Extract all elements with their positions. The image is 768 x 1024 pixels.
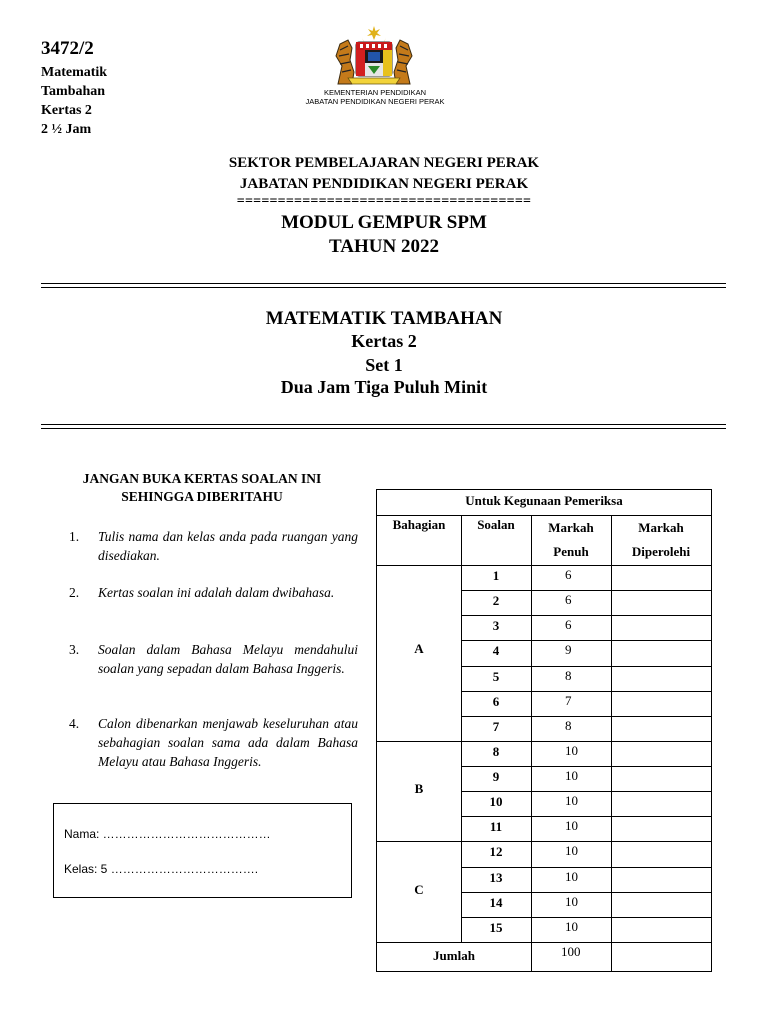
table-title: Untuk Kegunaan Pemeriksa: [465, 493, 623, 508]
subject-title: MATEMATIK TAMBAHAN: [265, 308, 503, 329]
question-number: 11: [489, 819, 503, 835]
sektor-heading: SEKTOR PEMBELAJARAN NEGERI PERAK: [228, 155, 540, 171]
obtained-marks-cell[interactable]: [612, 842, 710, 866]
question-number: 2: [492, 593, 500, 609]
instruction-item: [69, 640, 359, 698]
name-field[interactable]: Nama: ……………………………………: [64, 827, 271, 841]
instruction-item: [69, 583, 359, 623]
meta-line: Matematik: [41, 65, 108, 80]
question-number: 10: [489, 794, 503, 810]
full-marks: 8: [565, 717, 572, 733]
year-title: TAHUN 2022: [329, 236, 439, 257]
instruction-text: Kertas soalan ini adalah dalam dwibahasa.: [98, 585, 335, 600]
question-number: 9: [492, 769, 500, 785]
total-label: Jumlah: [433, 948, 475, 963]
full-marks: 6: [565, 567, 572, 582]
full-marks: 10: [565, 793, 578, 809]
ministry-line: JABATAN PENDIDIKAN NEGERI PERAK: [305, 97, 445, 106]
obtained-marks-cell[interactable]: [612, 591, 710, 615]
double-rule: [41, 424, 726, 429]
double-rule: [41, 283, 726, 288]
full-marks: 7: [565, 692, 572, 708]
header-bahagian: Bahagian: [392, 517, 446, 532]
obtained-marks-cell[interactable]: [612, 868, 710, 892]
obtained-marks-cell[interactable]: [612, 817, 710, 841]
section-label-a: A: [414, 641, 424, 656]
full-marks: 8: [565, 667, 572, 683]
full-marks: 6: [565, 592, 572, 608]
question-number: 12: [489, 844, 503, 860]
obtained-marks-cell[interactable]: [612, 767, 710, 791]
instruction-text: Soalan dalam Bahasa Melayu mendahului soalan yang sepadan dalam Bahasa Inggeris.: [98, 642, 358, 676]
full-marks: 10: [565, 893, 578, 909]
full-marks: 10: [565, 768, 578, 784]
jabatan-heading: JABATAN PENDIDIKAN NEGERI PERAK: [239, 176, 529, 192]
obtained-marks-cell[interactable]: [612, 616, 710, 640]
header-markah-diperolehi: [611, 516, 711, 564]
class-field[interactable]: Kelas: 5 ……………………………….: [64, 862, 259, 876]
section-label-c: C: [414, 882, 424, 897]
meta-line: 2 ½ Jam: [41, 122, 92, 137]
paper-code: 3472/2: [41, 38, 94, 59]
section-label-b: B: [414, 781, 424, 796]
paper-number: Kertas 2: [351, 331, 417, 351]
full-marks: 10: [565, 818, 578, 834]
obtained-marks-cell[interactable]: [612, 918, 710, 942]
obtained-marks-cell[interactable]: [612, 667, 710, 691]
obtained-marks-cell[interactable]: [612, 717, 710, 741]
instruction-text: Tulis nama dan kelas anda pada ruangan yang disediakan.: [98, 529, 358, 563]
question-number: 3: [492, 618, 500, 634]
meta-line: Kertas 2: [41, 103, 92, 118]
header-text: Markah: [548, 520, 594, 535]
examiner-table: [376, 489, 712, 972]
obtained-marks-cell[interactable]: [612, 641, 710, 665]
paper-meta: [41, 63, 107, 139]
question-number: 8: [492, 743, 500, 759]
set-number: Set 1: [365, 355, 403, 375]
question-number: 14: [489, 894, 503, 910]
instruction-number: 3.: [69, 642, 80, 657]
warning-line: SEHINGGA DIBERITAHU: [121, 489, 283, 504]
module-title: MODUL GEMPUR SPM: [281, 212, 487, 233]
question-number: 7: [492, 718, 500, 734]
obtained-marks-cell[interactable]: [612, 792, 710, 816]
question-number: 15: [489, 919, 503, 935]
instruction-item: [69, 527, 359, 567]
ministry-line: KEMENTERIAN PENDIDIKAN: [323, 88, 427, 97]
separator-line: ====================================: [236, 194, 532, 209]
header-text: Diperolehi: [631, 544, 691, 559]
full-marks: 10: [565, 742, 578, 758]
full-marks: 9: [565, 642, 572, 658]
meta-line: Tambahan: [41, 84, 106, 99]
header-soalan: Soalan: [477, 517, 515, 532]
total-value: 100: [561, 944, 581, 959]
instruction-text: Calon dibenarkan menjawab keseluruhan atau sebahagian soalan sama ada dalam Bahasa Melayu atau Bahasa Inggeris.: [98, 716, 358, 769]
instruction-number: 2.: [69, 585, 80, 600]
ministry-caption: [282, 88, 468, 106]
question-number: 5: [492, 668, 500, 684]
obtained-marks-cell[interactable]: [612, 893, 710, 917]
question-number: 6: [492, 693, 500, 709]
full-marks: 10: [565, 918, 578, 934]
instruction-number: 1.: [69, 529, 80, 544]
question-number: 4: [492, 643, 500, 659]
full-marks: 10: [565, 868, 578, 884]
obtained-marks-cell[interactable]: [612, 742, 710, 766]
obtained-marks-cell[interactable]: [612, 566, 710, 590]
student-info-box: [53, 803, 352, 898]
column-divider: [531, 515, 532, 971]
full-marks: 10: [565, 843, 578, 859]
question-number: 1: [492, 568, 500, 583]
obtained-marks-cell[interactable]: [612, 692, 710, 716]
header-text: Penuh: [553, 544, 589, 559]
question-number: 13: [489, 869, 503, 885]
row-divider: [377, 942, 711, 943]
full-marks: 6: [565, 617, 572, 633]
duration-text: Dua Jam Tiga Puluh Minit: [280, 377, 488, 397]
warning-line: JANGAN BUKA KERTAS SOALAN INI: [82, 471, 322, 486]
instruction-number: 4.: [69, 716, 80, 731]
instruction-item: [69, 714, 359, 772]
coat-of-arms-icon: [328, 26, 420, 88]
header-markah-penuh: [531, 516, 611, 564]
header-text: Markah: [638, 520, 684, 535]
